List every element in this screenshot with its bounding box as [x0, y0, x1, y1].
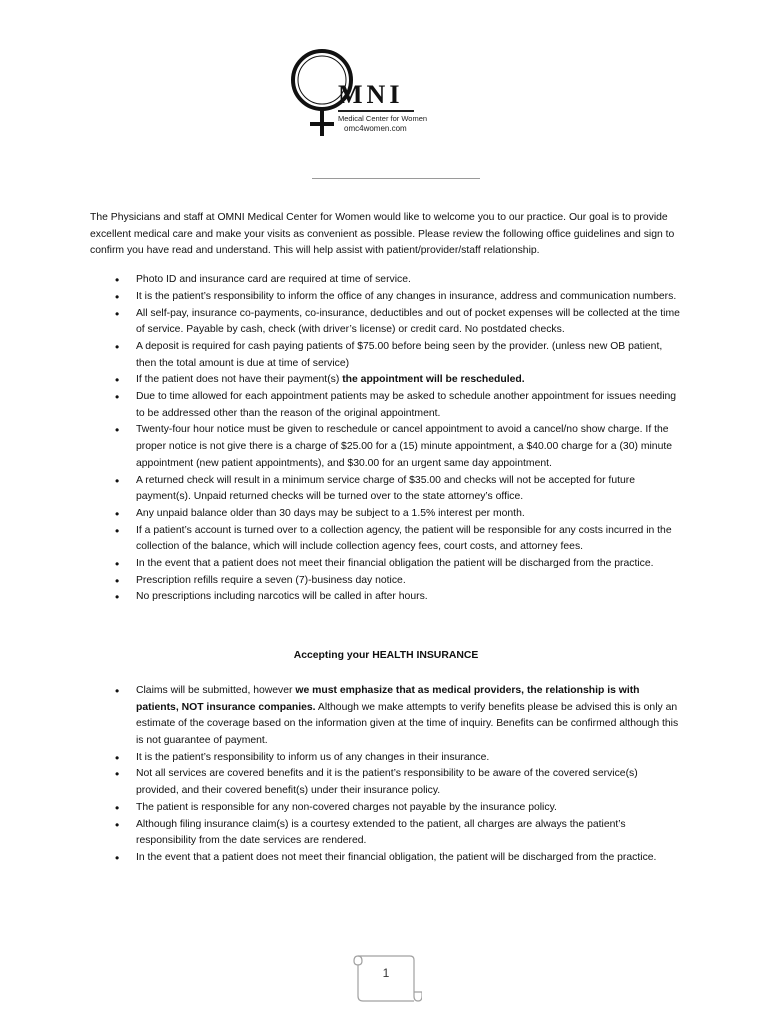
list-item: • Twenty-four hour notice must be given to reschedule or cancel appointment to avoid a cancel/no show charge. If the proper notice is not give there is a charge of $25.00 for a (15) minute appointment, a $40.00 charge for a (30) minute appointment (new patient appointments), and $30.00 for an urgent same day appointment.	[90, 422, 682, 472]
list-item: • A deposit is required for cash paying patients of $75.00 before being seen by the provider. (unless new OB patient, then the total amount is due at time of service)	[90, 339, 682, 372]
list-item: • Photo ID and insurance card are required at time of service.	[90, 272, 682, 289]
list-item: • A returned check will result in a minimum service charge of $35.00 and checks will not be accepted for future payment(s). Unpaid returned checks will be turned over to the state attorney’s office.	[90, 473, 682, 506]
item-text: Although we make attempts to verify benefits please be advised this is only an estimate of the coverage based on the information given at the time of inquiry. Benefits can be confirmed although this is not guarantee of payment.	[136, 701, 679, 746]
item-bold-text: the appointment will be rescheduled.	[342, 374, 525, 386]
omni-logo	[286, 44, 446, 144]
list-item: • It is the patient’s responsibility to inform us of any changes in their insurance.	[90, 750, 682, 767]
list-item: • Prescription refills require a seven (7)-business day notice.	[90, 573, 682, 590]
list-item: • If a patient’s account is turned over to a collection agency, the patient will be responsible for any costs incurred in the collection of the balance, which will include collection agency fees, court costs, and attorney fees.	[90, 523, 682, 556]
list-item: • No prescriptions including narcotics will be called in after hours.	[90, 589, 682, 606]
list-item	[90, 372, 682, 389]
document-body	[90, 210, 682, 867]
list-item: • Any unpaid balance older than 30 days may be subject to a 1.5% interest per month.	[90, 506, 682, 523]
item-text: Claims will be submitted, however	[136, 684, 296, 696]
office-guidelines-list	[90, 272, 682, 606]
intro-paragraph: The Physicians and staff at OMNI Medical Center for Women would like to welcome you to our practice. Our goal is to provide excellent medical care and make your visits as convenient as possible. Please review the following office guidelines and sign to confirm you have read and understand. This will help assist with patient/provider/staff relationship.	[90, 212, 675, 257]
list-item: • Due to time allowed for each appointment patients may be asked to schedule another appointment for issues needing to be addressed other than the reason of the original appointment.	[90, 389, 682, 422]
item-bold-text: we must emphasize that as medical providers, the relationship is with patients, NOT insurance companies.	[136, 684, 640, 713]
list-item	[90, 683, 682, 750]
insurance-section-title: Accepting your HEALTH INSURANCE	[293, 650, 479, 662]
list-item: • The patient is responsible for any non-covered charges not payable by the insurance policy.	[90, 800, 682, 817]
item-text: If the patient does not have their payment(s)	[136, 374, 343, 386]
page-number-scroll	[350, 948, 418, 1006]
logo-name: MNI	[338, 80, 404, 109]
insurance-list	[90, 683, 682, 867]
list-item: • In the event that a patient does not meet their financial obligation, the patient will be discharged from the practice.	[90, 850, 682, 867]
list-item: • Not all services are covered benefits and it is the patient’s responsibility to be aware of the covered service(s) provided, and their covered benefit(s) under their insurance policy.	[90, 766, 682, 799]
page-number: 1	[382, 966, 390, 980]
list-item: • In the event that a patient does not meet their financial obligation the patient will be discharged from the practice.	[90, 556, 682, 573]
list-item: • All self-pay, insurance co-payments, co-insurance, deductibles and out of pocket expenses will be collected at the time of service. Payable by cash, check (with driver’s license) or credit card. No postdated checks.	[90, 306, 682, 339]
logo-tagline: Medical Center for Women	[338, 114, 428, 123]
list-item: • It is the patient’s responsibility to inform the office of any changes in insurance, address and communication numbers.	[90, 289, 682, 306]
logo-website: omc4women.com	[344, 124, 407, 133]
header-divider	[312, 178, 480, 179]
logo-rule	[338, 110, 414, 112]
list-item: • Although filing insurance claim(s) is a courtesy extended to the patient, all charges are always the patient’s responsibility from the date services are rendered.	[90, 817, 682, 850]
